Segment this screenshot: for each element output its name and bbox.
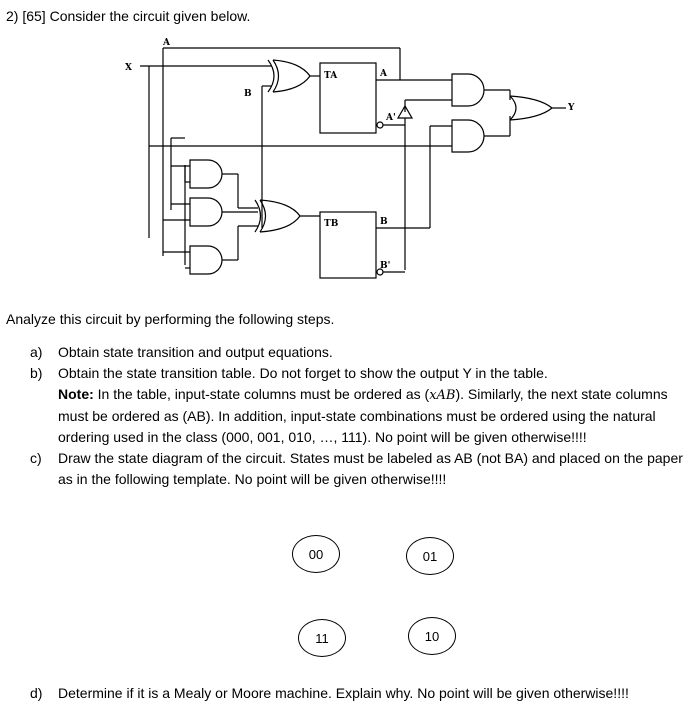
label-b-input: B — [244, 89, 252, 99]
item-c-text: Draw the state diagram of the circuit. States must be labeled as AB (not BA) and placed on the paper as in the following template. No point will be given otherwise!!!! — [58, 450, 683, 487]
item-d — [30, 685, 685, 701]
intro-text: Analyze this circuit by performing the following steps. — [6, 311, 335, 327]
item-c-label: c) — [30, 450, 42, 466]
item-a — [30, 342, 685, 363]
note-text-1: In the table, input-state columns must be ordered as ( — [97, 386, 430, 402]
question-title: 2) [65] Consider the circuit given below. — [6, 8, 251, 24]
state-00: 00 — [292, 535, 340, 573]
label-tb: TB — [324, 219, 339, 229]
item-b-note — [58, 384, 685, 448]
item-b-text: Obtain the state transition table. Do not forget to show the output Y in the table. — [58, 365, 548, 381]
label-a-top: A — [163, 38, 170, 48]
state-01: 01 — [406, 537, 454, 575]
label-y: Y — [568, 103, 575, 113]
label-a-out: A — [380, 69, 387, 79]
state-10: 10 — [408, 617, 456, 655]
item-c — [30, 448, 685, 490]
note-text-2: ). Similarly, the next state columns must be ordered as (AB). In addition, input-state combinations must be ordered using the natural ordering used in the class (000, 001, 010, …, 111). No point will be given otherwise!!!! — [58, 386, 668, 445]
note-label: Note: — [58, 386, 94, 402]
instruction-list — [30, 342, 685, 490]
label-ta: TA — [324, 71, 338, 81]
item-b — [30, 363, 685, 448]
label-b-out: B — [380, 217, 388, 227]
state-11: 11 — [298, 619, 346, 657]
item-a-label: a) — [30, 344, 43, 360]
item-d-text: Determine if it is a Mealy or Moore machine. Explain why. No point will be given otherwise!!!! — [58, 685, 629, 701]
item-b-label: b) — [30, 365, 43, 381]
label-b-prime: B' — [380, 261, 391, 271]
item-d-label: d) — [30, 685, 43, 701]
label-x: X — [125, 63, 132, 73]
circuit-diagram — [0, 0, 691, 300]
label-a-prime: A' — [386, 113, 396, 123]
note-math: xAB — [429, 388, 456, 403]
item-a-text: Obtain state transition and output equations. — [58, 344, 333, 360]
